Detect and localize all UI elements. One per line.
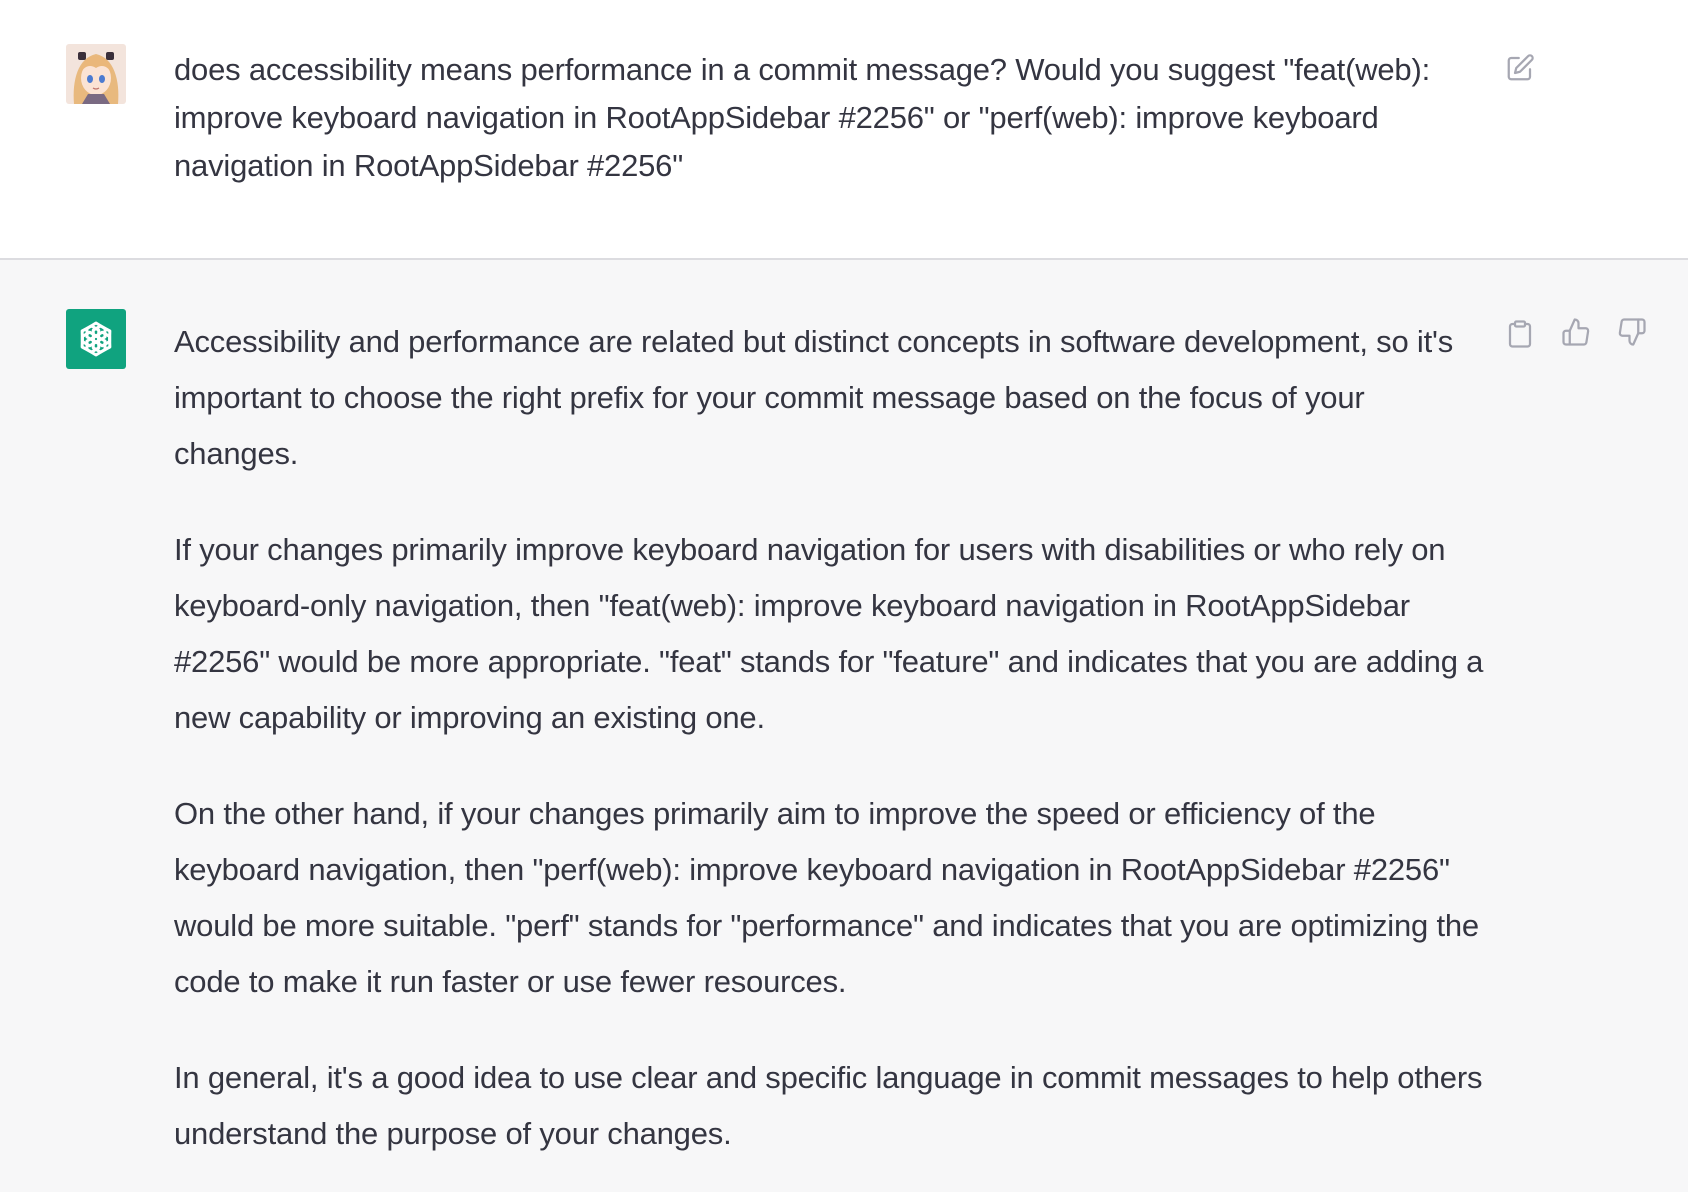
assistant-message <box>0 260 1688 1192</box>
user-message <box>0 0 1688 260</box>
anime-avatar-icon <box>66 44 126 104</box>
thumbs-up-icon <box>1561 317 1591 347</box>
assistant-paragraph: If your changes primarily improve keyboard navigation for users with disabilities or who rely on keyboard-only navigation, then "feat(web): improve keyboard navigation in RootAppSidebar #2256" would be more appropriate. "feat" stands for "feature" and indicates that you are adding a new capability or improving an existing one. <box>174 532 1484 735</box>
thumbs-down-button[interactable] <box>1614 314 1650 350</box>
thumbs-down-icon <box>1617 317 1647 347</box>
edit-icon <box>1505 53 1535 83</box>
copy-button[interactable] <box>1502 316 1538 352</box>
edit-button[interactable] <box>1502 50 1538 86</box>
assistant-paragraph: In general, it's a good idea to use clear and specific language in commit messages to help others understand the purpose of your changes. <box>174 1060 1483 1151</box>
assistant-paragraph: Accessibility and performance are related but distinct concepts in software development, so it's important to choose the right prefix for your commit message based on the focus of your changes. <box>174 324 1454 471</box>
assistant-avatar <box>66 309 126 369</box>
user-message-text: does accessibility means performance in a commit message? Would you suggest "feat(web): improve keyboard navigation in RootAppSidebar #2256" or "perf(web): improve keyboard navigation in RootAppSidebar #2256" <box>174 52 1431 183</box>
thumbs-up-button[interactable] <box>1558 314 1594 350</box>
assistant-message-text <box>174 314 1494 1192</box>
assistant-paragraph: On the other hand, if your changes primarily aim to improve the speed or efficiency of the keyboard navigation, then "perf(web): improve keyboard navigation in RootAppSidebar #2256" would be more suitable. "perf" stands for "performance" and indicates that you are optimizing the code to make it run faster or use fewer resources. <box>174 796 1479 999</box>
user-avatar <box>66 44 126 104</box>
openai-logo-icon <box>75 318 117 360</box>
copy-icon <box>1505 319 1535 349</box>
